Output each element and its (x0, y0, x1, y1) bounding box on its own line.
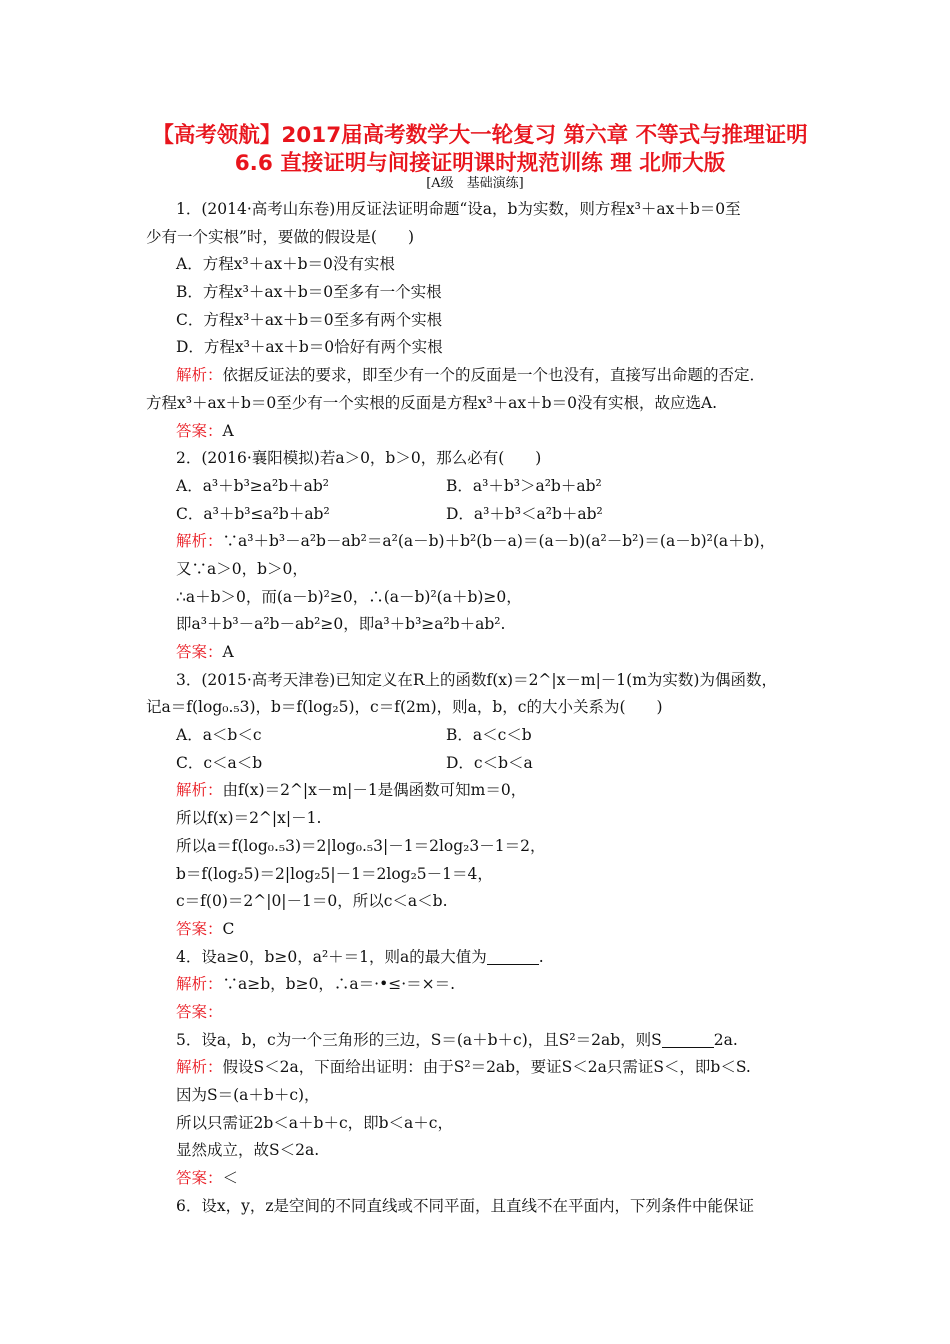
q5-solution-line4: 显然成立，故S＜2a. (176, 1141, 320, 1160)
q3-solution-line2: 所以f(x)＝2^|x|－1. (176, 809, 322, 828)
q1-solution-line2: 方程x³＋ax＋b＝0至少有一个实根的反面是方程x³＋ax＋b＝0没有实根，故应选A. (146, 393, 718, 412)
q2-option-a: A．a³＋b³≥a²b＋ab² (176, 476, 330, 495)
q2-option-d: D．a³＋b³＜a²b＋ab² (446, 504, 603, 523)
q2-stem: 2．(2016·襄阳模拟)若a＞0，b＞0，那么必有( ) (176, 449, 542, 468)
q4-stem-text: 4．设a≥0，b≥0，a²＋＝1，则a的最大值为 (176, 947, 487, 966)
page-title: 【高考领航】2017届高考数学大一轮复习 第六章 不等式与推理证明 6.6 直接证明与间接证明课时规范训练 理 北师大版 (152, 123, 808, 176)
q3-solution-line1 (146, 777, 810, 805)
q4-solution-text: ∵a≥b，b≥0，∴a＝·•≤·＝×＝. (222, 975, 456, 994)
q2-option-b: B．a³＋b³＞a²b＋ab² (446, 476, 602, 495)
q3-stem-line2: 记a＝f(log₀.₅3)，b＝f(log₂5)，c＝f(2m)，则a，b，c的大小关系为( ) (146, 698, 663, 717)
q1-answer-value: A (222, 421, 234, 440)
q5-solution-line1 (146, 1054, 810, 1082)
q6-stem-line1: 6．设x，y，z是空间的不同直线或不同平面，且直线不在平面内，下列条件中能保证 (176, 1196, 755, 1215)
q4-solution-line1 (146, 971, 810, 999)
q3-options-row1 (146, 722, 810, 750)
q4-answer-blank (487, 948, 539, 965)
q2-solution-text: ∵a³＋b³－a²b－ab²＝a²(a－b)＋b²(b－a)＝(a－b)(a²－b²)＝(a－b)²(a＋b)， (222, 532, 776, 551)
answer-label: 答案： (176, 1002, 223, 1021)
q1-option-d: D．方程x³＋ax＋b＝0恰好有两个实根 (176, 338, 443, 357)
analysis-label: 解析： (176, 975, 223, 994)
q5-stem-end: 2a. (713, 1030, 738, 1049)
answer-label: 答案： (176, 643, 223, 661)
q3-solution-line5: c＝f(0)＝2^|0|－1＝0，所以c＜a＜b. (176, 892, 448, 911)
q2-options-row1 (146, 473, 810, 501)
q2-solution-line2: 又∵a＞0，b＞0， (176, 559, 308, 578)
q2-solution-line3: ∴a＋b＞0，而(a－b)²≥0，∴(a－b)²(a＋b)≥0， (176, 587, 522, 606)
q3-solution-line3: 所以a＝f(log₀.₅3)＝2|log₀.₅3|－1＝2log₂3－1＝2， (176, 836, 546, 855)
q4-answer (146, 999, 810, 1027)
q3-answer-value: C (222, 919, 235, 938)
q2-solution-line1 (146, 528, 810, 556)
q3-options-row2 (146, 750, 810, 778)
q3-option-c: C．c＜a＜b (176, 753, 263, 772)
answer-label: 答案： (176, 421, 223, 440)
q2-option-c: C．a³＋b³≤a²b＋ab² (176, 504, 330, 523)
q3-stem-line1: 3．(2015·高考天津卷)已知定义在R上的函数f(x)＝2^|x－m|－1(m为实数)为偶函数， (176, 670, 777, 689)
q5-answer-blank (662, 1031, 714, 1048)
q1-option-a: A．方程x³＋ax＋b＝0没有实根 (176, 255, 395, 274)
analysis-label: 解析： (176, 532, 223, 551)
q1-option-c: C．方程x³＋ax＋b＝0至多有两个实根 (176, 310, 443, 329)
q3-solution-text: 由f(x)＝2^|x－m|－1是偶函数可知m＝0， (222, 781, 527, 800)
answer-label: 答案： (176, 919, 223, 938)
q2-solution-line4: 即a³＋b³－a²b－ab²≥0，即a³＋b³≥a²b＋ab². (176, 615, 506, 634)
q5-solution-line3: 所以只需证2b＜a＋b＋c，即b＜a＋c， (176, 1113, 453, 1132)
q2-answer-value: A (222, 643, 234, 661)
q2-answer (146, 639, 810, 667)
q5-stem-text: 5．设a，b，c为一个三角形的三边，S＝(a＋b＋c)，且S²＝2ab，则S (176, 1030, 662, 1049)
q1-stem-line1: 1．(2014·高考山东卷)用反证法证明命题“设a，b为实数，则方程x³＋ax＋b＝0至 (176, 200, 741, 218)
analysis-label: 解析： (176, 1058, 223, 1077)
answer-label: 答案： (176, 1169, 223, 1188)
q5-answer (146, 1165, 810, 1193)
q5-solution-line2: 因为S＝(a＋b＋c)， (176, 1086, 320, 1104)
q3-option-d: D．c＜b＜a (446, 753, 533, 772)
q1-option-b: B．方程x³＋ax＋b＝0至多有一个实根 (176, 283, 442, 302)
q1-solution-line1 (146, 362, 810, 390)
q3-option-a: A．a＜b＜c (176, 726, 262, 745)
q1-answer (146, 418, 810, 446)
section-subtitle: [A级 基础演练] (426, 176, 524, 191)
q3-option-b: B．a＜c＜b (446, 726, 532, 745)
q1-stem-line2: 少有一个实根”时，要做的假设是( ) (146, 227, 415, 246)
q4-stem-end: . (538, 947, 544, 966)
document-body (146, 196, 810, 1220)
q4-stem (146, 944, 810, 972)
q2-options-row2 (146, 501, 810, 529)
q3-answer (146, 916, 810, 944)
q3-solution-line4: b＝f(log₂5)＝2|log₂5|－1＝2log₂5－1＝4， (176, 864, 493, 883)
analysis-label: 解析： (176, 781, 223, 800)
q5-solution-text: 假设S＜2a，下面给出证明：由于S²＝2ab，要证S＜2a只需证S＜，即b＜S. (222, 1058, 751, 1077)
analysis-label: 解析： (176, 366, 223, 385)
q1-solution-text: 依据反证法的要求，即至少有一个的反面是一个也没有，直接写出命题的否定． (222, 366, 766, 385)
q5-answer-value: ＜ (222, 1169, 239, 1188)
q5-stem (146, 1027, 810, 1055)
